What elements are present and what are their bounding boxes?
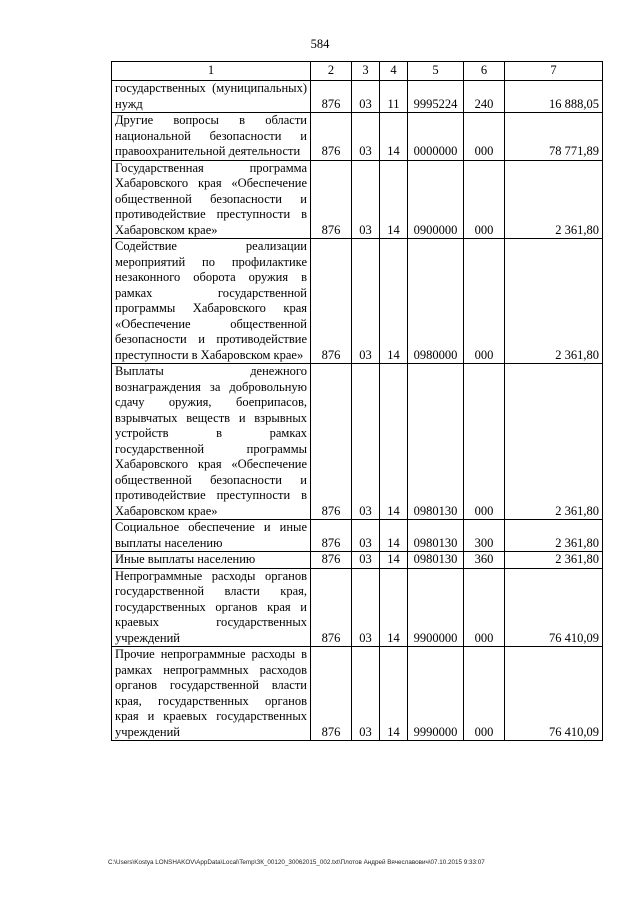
row-target-article-cell: 9995224 [408, 81, 464, 113]
row-amount-cell: 76 410,09 [505, 647, 603, 741]
row-subsection-cell: 14 [380, 647, 408, 741]
row-subsection-cell: 14 [380, 568, 408, 647]
row-subsection-cell: 14 [380, 520, 408, 552]
header-cell: 6 [464, 62, 505, 81]
row-ministry-code-cell: 876 [311, 364, 352, 520]
row-section-cell: 03 [352, 364, 380, 520]
row-expense-type-cell: 000 [464, 364, 505, 520]
row-name-cell: Государственная программа Хабаровского края «Обеспечение общественной безопасности и противодействие преступности в Хабаровском крае» [112, 160, 311, 239]
page-number: 584 [310, 37, 330, 51]
row-target-article-cell: 0900000 [408, 160, 464, 239]
row-expense-type-cell: 360 [464, 552, 505, 569]
row-amount-cell: 78 771,89 [505, 113, 603, 161]
row-name-cell: Иные выплаты населению [112, 552, 311, 569]
row-expense-type-cell: 000 [464, 647, 505, 741]
row-subsection-cell: 14 [380, 239, 408, 364]
row-name-cell: Содействие реализации мероприятий по профилактике незаконного оборота оружия в рамках государственной программы Хабаровского края «Обеспечение общественной безопасности и противодействие преступности в Хабаровском крае» [112, 239, 311, 364]
header-cell: 3 [352, 62, 380, 81]
row-ministry-code-cell: 876 [311, 552, 352, 569]
row-ministry-code-cell: 876 [311, 160, 352, 239]
row-subsection-cell: 14 [380, 113, 408, 161]
row-section-cell: 03 [352, 647, 380, 741]
row-amount-cell: 16 888,05 [505, 81, 603, 113]
row-target-article-cell: 0980000 [408, 239, 464, 364]
table-row [112, 520, 603, 552]
row-expense-type-cell: 240 [464, 81, 505, 113]
row-amount-cell: 2 361,80 [505, 160, 603, 239]
row-section-cell: 03 [352, 160, 380, 239]
row-name-cell: Прочие непрограммные расходы в рамках непрограммных расходов органов государственной власти края, государственных органов края и краевых государственных учреждений [112, 647, 311, 741]
row-ministry-code-cell: 876 [311, 239, 352, 364]
table-row [112, 81, 603, 113]
table-header-row [112, 62, 603, 81]
row-section-cell: 03 [352, 568, 380, 647]
row-ministry-code-cell: 876 [311, 81, 352, 113]
row-section-cell: 03 [352, 239, 380, 364]
row-target-article-cell: 0980130 [408, 520, 464, 552]
row-name-cell: государственных (муниципальных) нужд [112, 81, 311, 113]
file-path-footer: C:\Users\Kostya LONSHAKOV\AppData\Local\Temp\ЗК_00120_30062015_002.txt\Плотов Андрей Вячеславович\07.10.2015 9:33:07 [108, 859, 485, 866]
table-row [112, 160, 603, 239]
row-expense-type-cell: 300 [464, 520, 505, 552]
row-subsection-cell: 14 [380, 364, 408, 520]
row-ministry-code-cell: 876 [311, 113, 352, 161]
header-cell: 4 [380, 62, 408, 81]
table-row [112, 364, 603, 520]
row-subsection-cell: 14 [380, 552, 408, 569]
row-target-article-cell: 0000000 [408, 113, 464, 161]
row-ministry-code-cell: 876 [311, 520, 352, 552]
row-target-article-cell: 9990000 [408, 647, 464, 741]
row-amount-cell: 2 361,80 [505, 239, 603, 364]
row-section-cell: 03 [352, 113, 380, 161]
row-section-cell: 03 [352, 552, 380, 569]
row-expense-type-cell: 000 [464, 113, 505, 161]
row-subsection-cell: 14 [380, 160, 408, 239]
budget-table [111, 61, 603, 741]
row-amount-cell: 76 410,09 [505, 568, 603, 647]
row-name-cell: Непрограммные расходы органов государственной власти края, государственных органов края и краевых государственных учреждений [112, 568, 311, 647]
header-cell: 1 [112, 62, 311, 81]
table-row [112, 568, 603, 647]
table-row [112, 239, 603, 364]
row-amount-cell: 2 361,80 [505, 552, 603, 569]
row-ministry-code-cell: 876 [311, 568, 352, 647]
header-cell: 7 [505, 62, 603, 81]
table-row [112, 647, 603, 741]
row-ministry-code-cell: 876 [311, 647, 352, 741]
row-amount-cell: 2 361,80 [505, 520, 603, 552]
table-row [112, 552, 603, 569]
table-row [112, 113, 603, 161]
row-target-article-cell: 9900000 [408, 568, 464, 647]
row-name-cell: Другие вопросы в области национальной безопасности и правоохранительной деятельности [112, 113, 311, 161]
row-section-cell: 03 [352, 520, 380, 552]
row-target-article-cell: 0980130 [408, 364, 464, 520]
row-expense-type-cell: 000 [464, 160, 505, 239]
row-section-cell: 03 [352, 81, 380, 113]
header-cell: 2 [311, 62, 352, 81]
row-expense-type-cell: 000 [464, 568, 505, 647]
row-amount-cell: 2 361,80 [505, 364, 603, 520]
row-name-cell: Социальное обеспечение и иные выплаты населению [112, 520, 311, 552]
row-name-cell: Выплаты денежного вознаграждения за добровольную сдачу оружия, боеприпасов, взрывчатых веществ и взрывных устройств в рамках государственной программы Хабаровского края «Обеспечение общественной безопасности и противодействие преступности в Хабаровском крае» [112, 364, 311, 520]
row-expense-type-cell: 000 [464, 239, 505, 364]
header-cell: 5 [408, 62, 464, 81]
row-target-article-cell: 0980130 [408, 552, 464, 569]
row-subsection-cell: 11 [380, 81, 408, 113]
